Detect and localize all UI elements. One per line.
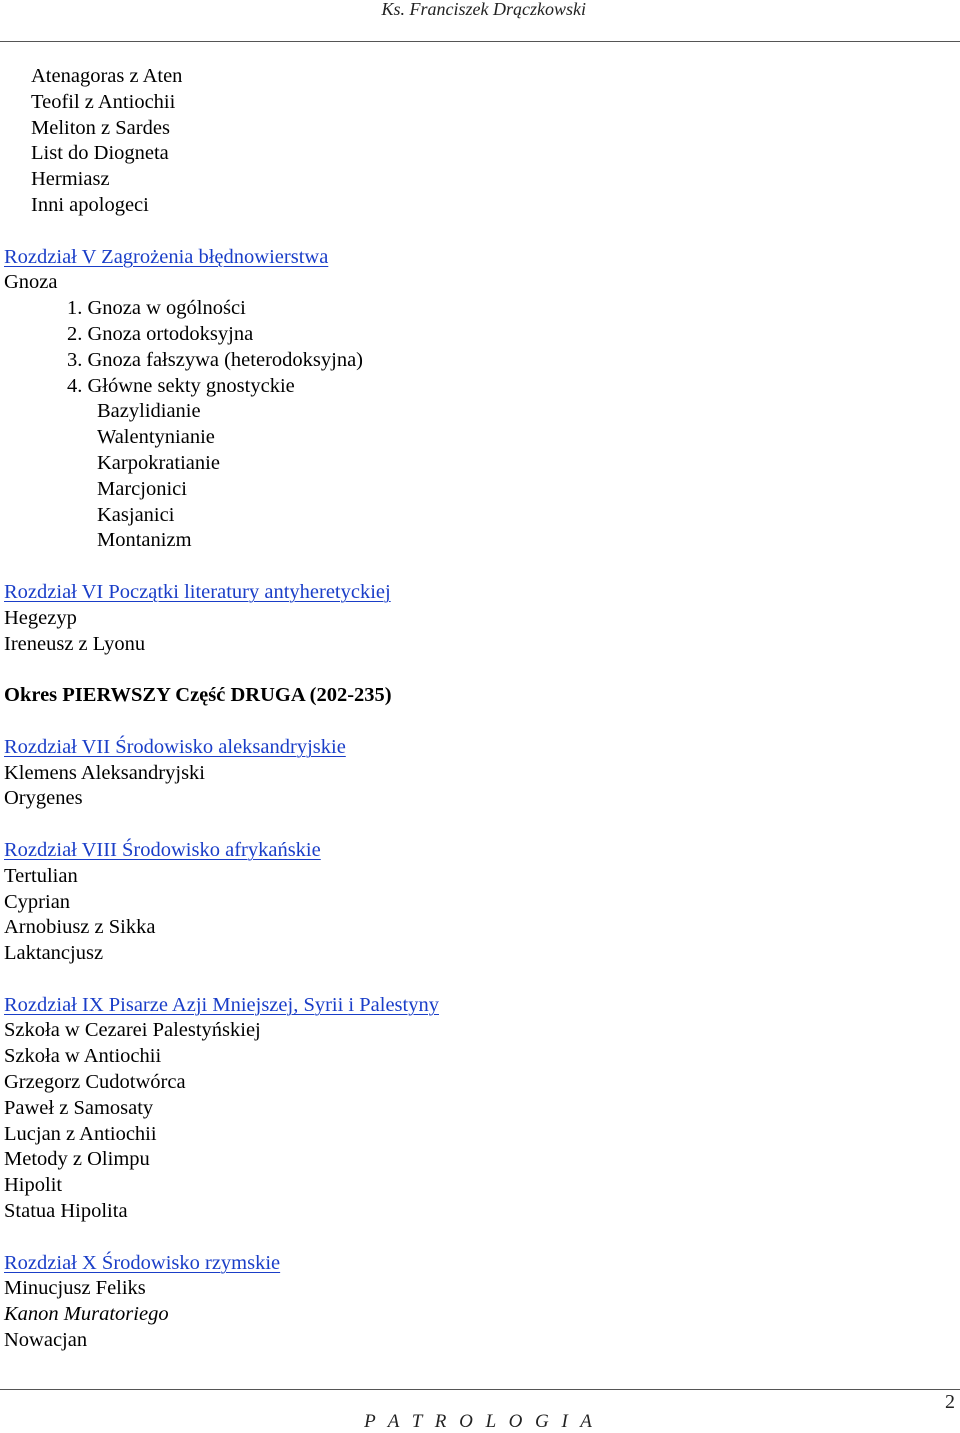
list-item: Tertulian: [4, 864, 78, 887]
spacer: [0, 709, 960, 735]
list-item: List do Diogneta: [31, 142, 169, 165]
list-item: Cyprian: [4, 890, 71, 913]
list-item: Atenagoras z Aten: [31, 65, 183, 87]
numbered-item: 4. Główne sekty gnostyckie: [67, 374, 295, 397]
footer-rule: [0, 1389, 960, 1390]
toc-content: [0, 64, 960, 1354]
sect-item: Karpokratianie: [97, 451, 220, 474]
period-heading: Okres PIERWSZY Część DRUGA (202-235): [4, 684, 392, 707]
chapter-9-link[interactable]: Rozdział IX Pisarze Azji Mniejszej, Syrii i Palestyny: [4, 993, 439, 1016]
list-item: Teofil z Antiochii: [31, 90, 176, 113]
list-item: Lucjan z Antiochii: [4, 1122, 157, 1145]
list-item: Arnobiusz z Sikka: [4, 916, 156, 939]
sect-item: Marcjonici: [97, 477, 187, 500]
list-item: Nowacjan: [4, 1329, 88, 1352]
sect-item: Montanizm: [97, 529, 192, 552]
header-author: Ks. Franciszek Drączkowski: [381, 0, 586, 19]
sect-item: Bazylidianie: [97, 400, 201, 423]
list-item: Klemens Aleksandryjski: [4, 761, 205, 784]
chapter-8-link[interactable]: Rozdział VIII Środowisko afrykańskie: [4, 838, 321, 861]
list-item: Meliton z Sardes: [31, 116, 170, 139]
chapter-7-link[interactable]: Rozdział VII Środowisko aleksandryjskie: [4, 735, 346, 758]
list-item: Laktancjusz: [4, 942, 104, 965]
list-item: Minucjusz Feliks: [4, 1277, 146, 1300]
list-item: Metody z Olimpu: [4, 1148, 150, 1171]
footer-title: P A T R O L O G I A: [364, 1411, 596, 1432]
page-number: 2: [945, 1391, 955, 1413]
spacer: [0, 657, 960, 683]
spacer: [0, 967, 960, 993]
numbered-item: 3. Gnoza fałszywa (heterodoksyjna): [67, 348, 363, 371]
spacer: [0, 219, 960, 245]
sect-item: Walentynianie: [97, 426, 215, 449]
chapter-5-link[interactable]: Rozdział V Zagrożenia błędnowierstwa: [4, 245, 329, 268]
list-item: Gnoza: [4, 271, 58, 294]
chapter-6-link[interactable]: Rozdział VI Początki literatury antyheretyckiej: [4, 580, 391, 603]
list-item: Grzegorz Cudotwórca: [4, 1071, 186, 1094]
numbered-item: 1. Gnoza w ogólności: [67, 297, 246, 320]
list-item: Paweł z Samosaty: [4, 1096, 154, 1119]
list-item: Statua Hipolita: [4, 1200, 128, 1223]
list-item: Orygenes: [4, 787, 83, 810]
list-item: Szkoła w Antiochii: [4, 1045, 162, 1068]
chapter-10-link[interactable]: Rozdział X Środowisko rzymskie: [4, 1251, 281, 1274]
spacer: [0, 1225, 960, 1251]
list-item: Inni apologeci: [31, 193, 149, 216]
list-item: Hegezyp: [4, 606, 77, 629]
sect-item: Kasjanici: [97, 503, 175, 526]
header-rule: [0, 41, 960, 42]
numbered-item: 2. Gnoza ortodoksyjna: [67, 322, 254, 345]
spacer: [0, 812, 960, 838]
list-item: Ireneusz z Lyonu: [4, 632, 146, 655]
spacer: [0, 554, 960, 580]
list-item: Kanon Muratoriego: [4, 1303, 169, 1326]
list-item: Szkoła w Cezarei Palestyńskiej: [4, 1019, 261, 1042]
list-item: Hipolit: [4, 1174, 63, 1197]
list-item: Hermiasz: [31, 168, 110, 191]
